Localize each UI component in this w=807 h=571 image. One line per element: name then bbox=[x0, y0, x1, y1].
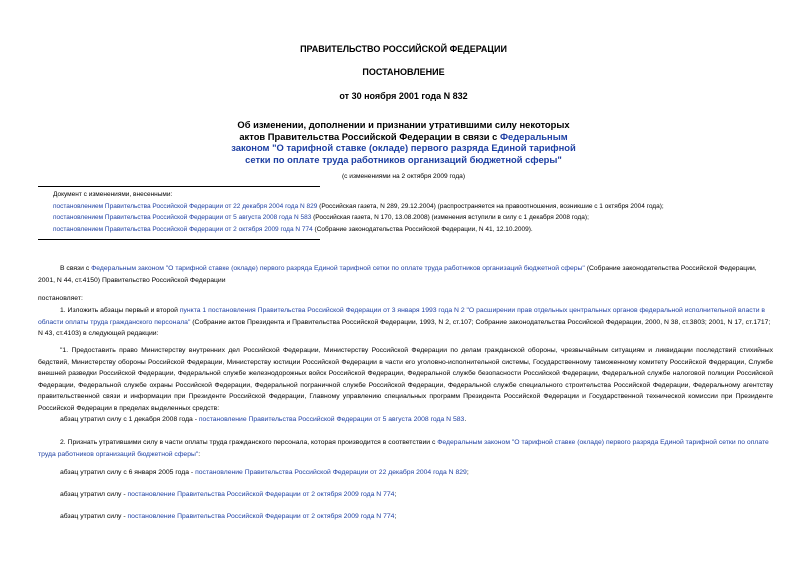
item-1-text: 1. Изложить абзацы первый и второй bbox=[60, 307, 180, 314]
changes-item-link[interactable]: постановлением Правительства Российской Федерации от 22 декабря 2004 года N 829 bbox=[53, 202, 318, 210]
changes-block bbox=[53, 189, 773, 235]
title-law-link-cont-2[interactable]: сетки по оплате труда работников организаций бюджетной сферы" bbox=[245, 153, 562, 165]
repealed-end: ; bbox=[466, 469, 469, 476]
changes-item-link[interactable]: постановлением Правительства Российской Федерации от 2 октября 2009 года N 774 bbox=[53, 225, 313, 233]
paragraph-repealed-4 bbox=[38, 511, 773, 523]
paragraph-repealed-2 bbox=[38, 467, 773, 479]
title-line-1: Об изменении, дополнении и признании утратившими силу некоторых bbox=[237, 119, 570, 130]
repealed-link[interactable]: постановление Правительства Российской Федерации от 5 августа 2008 года N 583 bbox=[198, 416, 465, 423]
title-law-link-cont-1[interactable]: законом "О тарифной ставке (окладе) первого разряда Единой тарифной bbox=[231, 142, 576, 153]
repealed-link[interactable]: постановление Правительства Российской Федерации от 22 декабря 2004 года N 829 bbox=[195, 469, 467, 476]
repealed-text: абзац утратил силу с 6 января 2005 года - bbox=[60, 469, 196, 476]
changes-item-text: (Российская газета, N 170, 13.08.2008) (изменения вступили в силу с 1 декабря 2008 года); bbox=[311, 214, 589, 222]
changes-item bbox=[53, 201, 773, 213]
changes-item-text: (Российская газета, N 289, 29.12.2004) (распространяется на правоотношения, возникшие с 1 октября 2004 года); bbox=[317, 202, 664, 210]
changes-item bbox=[53, 224, 773, 236]
title-law-link[interactable]: Федеральным bbox=[500, 130, 568, 142]
preamble-text: В связи с bbox=[60, 265, 92, 272]
paragraph-item-2 bbox=[38, 437, 773, 460]
item-2-law-link[interactable]: Федеральным законом "О тарифной ставке (окладе) первого разряда Единой тарифной сетки по оплате труда работников организаций бюджетной сферы" bbox=[38, 439, 769, 458]
repealed-text: абзац утратил силу с 1 декабря 2008 года - bbox=[60, 416, 199, 423]
paragraph-item-1 bbox=[38, 305, 773, 340]
paragraph-repealed-3 bbox=[38, 489, 773, 501]
government-heading: ПРАВИТЕЛЬСТВО РОССИЙСКОЙ ФЕДЕРАЦИИ bbox=[300, 44, 507, 54]
document-title bbox=[0, 119, 807, 165]
changes-item bbox=[53, 212, 773, 224]
repealed-text: абзац утратил силу - bbox=[60, 491, 128, 498]
changes-intro: Документ с изменениями, внесенными: bbox=[53, 191, 173, 198]
repealed-text: абзац утратил силу - bbox=[60, 513, 128, 520]
repealed-end: ; bbox=[394, 513, 397, 520]
paragraph-preamble bbox=[38, 263, 773, 286]
repealed-end: . bbox=[464, 416, 467, 423]
repealed-link[interactable]: постановление Правительства Российской Федерации от 2 октября 2009 года N 774 bbox=[127, 491, 395, 498]
divider-top bbox=[38, 186, 320, 187]
repealed-link[interactable]: постановление Правительства Российской Федерации от 2 октября 2009 года N 774 bbox=[127, 513, 395, 520]
paragraph-resolves: постановляет: bbox=[38, 295, 83, 302]
title-line-2 bbox=[0, 131, 807, 143]
changes-item-link[interactable]: постановлением Правительства Российской Федерации от 5 августа 2008 года N 583 bbox=[53, 214, 312, 222]
document-date: от 30 ноября 2001 года N 832 bbox=[339, 91, 468, 101]
divider-bottom bbox=[38, 239, 320, 240]
item-2-end: : bbox=[198, 450, 201, 458]
amendments-note: (с изменениями на 2 октября 2009 года) bbox=[341, 173, 466, 180]
repealed-end: ; bbox=[394, 491, 397, 498]
document-type: ПОСТАНОВЛЕНИЕ bbox=[362, 67, 445, 77]
paragraph-quoted-item: "1. Предоставить право Министерству внутренних дел Российской Федерации, Министерству Российской Федерации по делам гражданской обороны, чрезвычайным ситуациям и ликвидации последствий стихийных бедствий, Министерству обороны Российской Федерации, Министерству юстиции Российской Федерации в части его уголовно-исполнительной системы, Государственному таможенному комитету Российской Федерации, Службе внешней разведки Российской Федерации, Федеральной службе железнодорожных войск Российской Федерации, Федеральной службе безопасности Российской Федерации, Федеральной службе налоговой полиции Российской Федерации, Федеральной службе охраны Российской Федерации, Федеральной пограничной службе Российской Федерации, Федеральной службе специального строительства Российской Федерации, Федеральному агентству правительственной связи и информации при Президенте Российской Федерации, Главному управлению специальных программ Президента Российской Федерации и Государственной технической комиссии при Президенте Российской Федерации в пределах выделенных средств: bbox=[38, 347, 773, 412]
item-2-text: 2. Признать утратившими силу в части оплаты труда гражданского персонала, которая производится в соответствии с bbox=[60, 439, 438, 446]
preamble-law-link[interactable]: Федеральным законом "О тарифной ставке (окладе) первого разряда Единой тарифной сетки по оплате труда работников организаций бюджетной сферы" bbox=[91, 265, 585, 272]
paragraph-repealed-1 bbox=[38, 414, 773, 426]
title-text: актов Правительства Российской Федерации в связи с bbox=[239, 130, 500, 142]
changes-item-text: (Собрание законодательства Российской Федерации, N 41, 12.10.2009). bbox=[312, 225, 533, 233]
preamble-source: (Собрание законодательства Российской Федерации, 2001, N 44, ст.4150) Правительство Российской Федерации bbox=[38, 265, 757, 284]
item-1-source: (Собрание актов Президента и Правительства Российской Федерации, 1993, N 2, ст.107; Собрание законодательства Российской Федерации, 2000, N 38, ст.3803; 2001, N 17, ст.1717; N 43, ст.4103) в следующей редакции: bbox=[38, 318, 771, 338]
item-1-link[interactable]: пункта 1 постановления Правительства Российской Федерации от 3 января 1993 года N 2 "О расширении прав отдельных центральных органов федеральной исполнительной власти в области оплаты труда гражданского персонала" bbox=[38, 307, 766, 326]
